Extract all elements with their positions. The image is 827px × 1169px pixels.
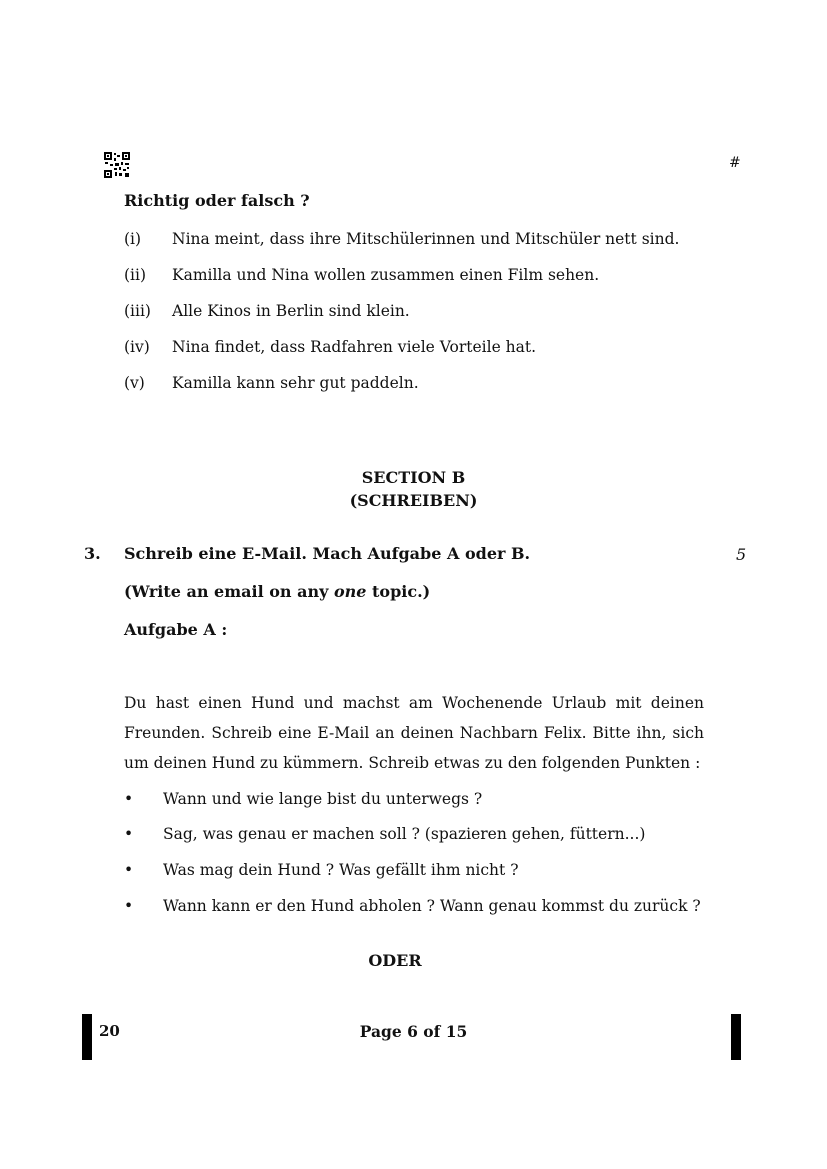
bullet-text: Was mag dein Hund ? Was gefällt ihm nicht ? [163,861,519,879]
bullet-text: Wann kann er den Hund abholen ? Wann genau kommst du zurück ? [163,897,701,915]
list-item [124,230,679,248]
page-number: Page 6 of 15 [359,1022,468,1041]
footer-right-bar [731,1014,741,1060]
task-paragraph: Du hast einen Hund und machst am Wochenende Urlaub mit deinen Freunden. Schreib eine E-Mail an deinen Nachbarn Felix. Bitte ihn, sich um deinen Hund zu kümmern. Schreib etwas zu den folgenden Punkten : [124,694,704,772]
bullet-item [124,897,701,915]
item-text: Nina findet, dass Radfahren viele Vorteile hat. [172,338,537,356]
list-item [124,374,419,392]
bullet-icon: • [124,861,134,879]
question-instruction [124,582,430,601]
page-hash-mark: # [729,155,741,171]
qr-code-icon [104,152,130,178]
question-text: Schreib eine E-Mail. Mach Aufgabe A oder B. [124,544,531,563]
paper-code: 20 [99,1022,120,1040]
bullet-item [124,825,645,843]
bullet-item [124,790,482,808]
bullet-text: Wann und wie lange bist du unterwegs ? [163,790,483,808]
question-marks: 5 [736,545,747,564]
list-item [124,266,599,284]
item-number: (i) [124,230,142,248]
bullet-text: Sag, was genau er machen soll ? (spazieren gehen, füttern...) [163,825,646,843]
true-false-title: Richtig oder falsch ? [124,191,310,210]
section-subtitle: (SCHREIBEN) [349,491,478,510]
list-item [124,302,410,320]
bullet-item [124,861,519,879]
item-number: (iii) [124,302,151,320]
instruction-emphasis: one [333,582,367,601]
question-number: 3. [84,544,101,563]
item-text: Kamilla kann sehr gut paddeln. [172,374,419,392]
item-text: Alle Kinos in Berlin sind klein. [172,302,410,320]
item-text: Kamilla und Nina wollen zusammen einen Film sehen. [172,266,600,284]
item-number: (ii) [124,266,147,284]
bullet-icon: • [124,897,134,915]
oder-label: ODER [368,951,422,970]
task-label: Aufgabe A : [124,620,228,639]
list-item [124,338,536,356]
item-number: (iv) [124,338,150,356]
bullet-icon: • [124,790,134,808]
instruction-part: (Write an email on any [124,582,334,601]
instruction-part: topic.) [366,582,431,601]
section-title: SECTION B [361,468,466,487]
bullet-icon: • [124,825,134,843]
item-number: (v) [124,374,145,392]
item-text: Nina meint, dass ihre Mitschülerinnen und Mitschüler nett sind. [172,230,680,248]
